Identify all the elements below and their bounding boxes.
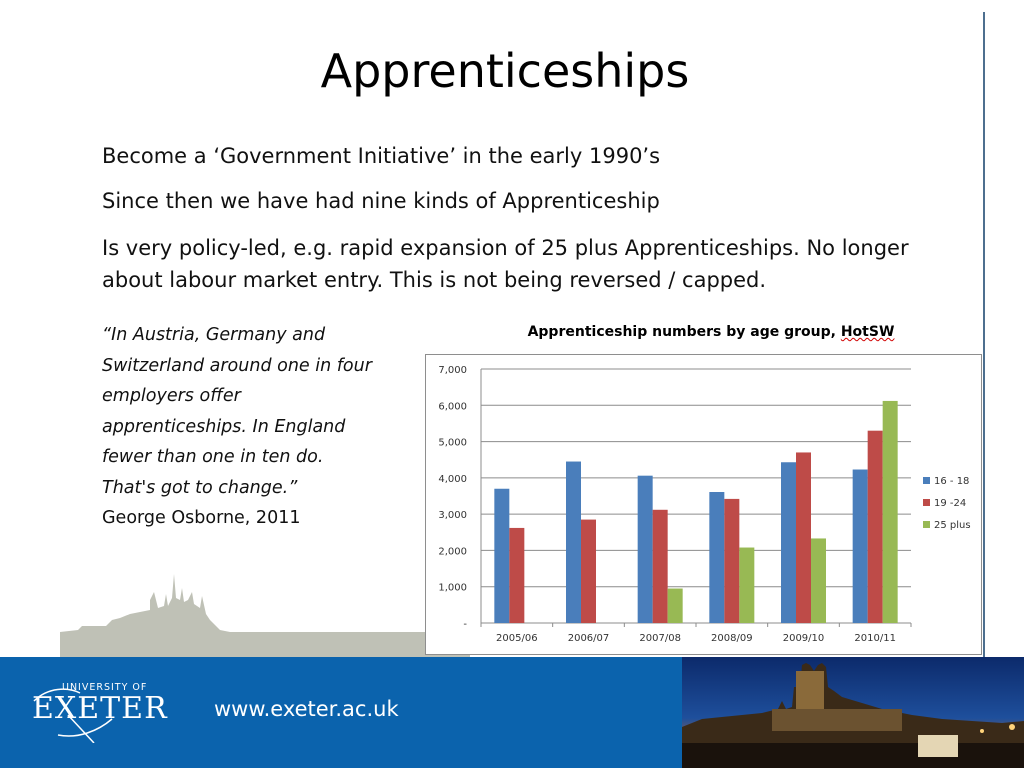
bar-19-24-2010-11 xyxy=(868,431,883,623)
x-tick-label: 2007/08 xyxy=(639,633,681,644)
logo-exeter: EXETER xyxy=(32,691,168,726)
bar-16-18-2008-09 xyxy=(709,492,724,623)
y-tick-label: 3,000 xyxy=(438,510,467,522)
footer-bar xyxy=(0,657,1024,768)
cathedral-skyline-silhouette xyxy=(60,570,470,658)
y-tick-label: 5,000 xyxy=(438,437,467,449)
y-tick-label: 4,000 xyxy=(438,473,467,485)
bar-19-24-2007-08 xyxy=(653,510,668,623)
cathedral-photo-image xyxy=(682,657,1024,768)
legend-label: 16 - 18 xyxy=(934,476,970,487)
x-tick-label: 2005/06 xyxy=(496,633,538,644)
bullet-nine-kinds: Since then we have had nine kinds of Apprenticeship xyxy=(102,189,660,213)
bar-chart xyxy=(426,355,981,654)
bullet-government-initiative: Become a ‘Government Initiative’ in the early 1990’s xyxy=(102,144,661,168)
legend-label: 25 plus xyxy=(934,520,971,531)
x-tick-label: 2009/10 xyxy=(782,633,825,644)
quote-text: “In Austria, Germany and Switzerland around one in four employers offer apprenticeships. In England fewer than one in ten do. That's got to change.” xyxy=(102,325,372,498)
bar-19-24-2008-09 xyxy=(724,499,739,623)
bar-25-plus-2010-11 xyxy=(883,401,898,623)
slide-title: Apprenticeships xyxy=(320,44,690,98)
legend-swatch xyxy=(923,521,930,528)
legend-swatch xyxy=(923,477,930,484)
bar-16-18-2005-06 xyxy=(494,489,509,623)
chart-frame xyxy=(425,354,982,655)
y-tick-label: 1,000 xyxy=(438,582,467,594)
legend-swatch xyxy=(923,499,930,506)
y-tick-label: - xyxy=(463,619,467,630)
y-tick-label: 6,000 xyxy=(438,401,467,413)
bar-25-plus-2008-09 xyxy=(739,548,754,623)
website-link[interactable]: www.exeter.ac.uk xyxy=(214,697,399,721)
bar-16-18-2010-11 xyxy=(853,470,868,623)
chart-title-hotsw: HotSW xyxy=(840,324,895,340)
y-tick-label: 2,000 xyxy=(438,546,467,558)
bar-16-18-2007-08 xyxy=(638,476,653,623)
logo-university-of: UNIVERSITY OF xyxy=(62,682,148,693)
y-tick-label: 7,000 xyxy=(438,365,467,376)
cathedral-night-photo xyxy=(682,657,1024,768)
x-tick-label: 2008/09 xyxy=(711,633,753,644)
bar-19-24-2006-07 xyxy=(581,520,596,623)
university-logo[interactable] xyxy=(28,679,188,739)
chart-title xyxy=(426,324,996,340)
bar-25-plus-2009-10 xyxy=(811,538,826,623)
bar-16-18-2006-07 xyxy=(566,462,581,623)
chart-title-text: Apprenticeship numbers by age group, xyxy=(527,324,841,340)
bar-25-plus-2007-08 xyxy=(668,589,683,623)
x-tick-label: 2010/11 xyxy=(854,633,896,644)
x-tick-label: 2006/07 xyxy=(567,633,610,644)
quote-author: George Osborne, 2011 xyxy=(102,508,301,528)
bar-19-24-2009-10 xyxy=(796,452,811,623)
bullet-policy-led: Is very policy-led, e.g. rapid expansion of 25 plus Apprenticeships. No longer about labour market entry. This is not being reversed / capped. xyxy=(102,236,909,292)
bar-16-18-2009-10 xyxy=(781,462,796,623)
legend-label: 19 -24 xyxy=(934,498,967,509)
bar-19-24-2005-06 xyxy=(509,528,524,623)
osborne-quote xyxy=(102,320,372,534)
